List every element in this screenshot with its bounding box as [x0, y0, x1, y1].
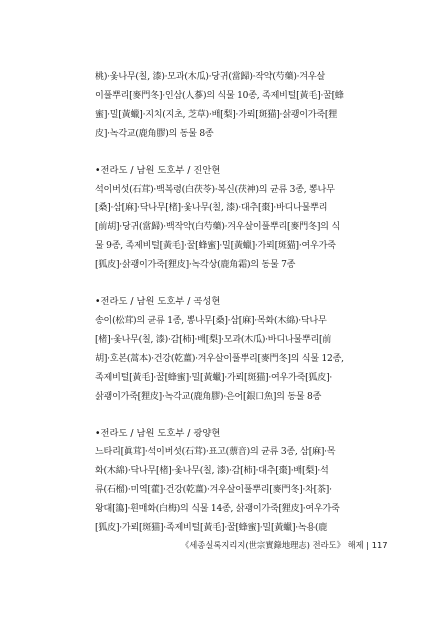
- section-continued: [95, 68, 363, 144]
- running-title: 《세종실록지리지(世宗實錄地理志) 전라도》 해제: [181, 540, 364, 550]
- section-heading: •전라도 / 남원 도호부 / 진안현: [95, 164, 221, 176]
- text-line: [狐皮]·삵괭이가죽[狸皮]·녹각상(鹿角霜)의 동물 7종: [95, 260, 296, 271]
- footer-separator: |: [366, 540, 370, 550]
- text-line: 胡]·호본(蒿本)·건강(乾薑)·겨우살이풀뿌리[麥門冬]의 식물 12종,: [95, 353, 344, 364]
- text-line: [桑]·삼[麻]·닥나무[楮]·옻나무(칠, 漆)·대추[棗]·바디나물뿌리: [95, 203, 328, 214]
- section-jinan: [95, 162, 363, 275]
- section-heading: •전라도 / 남원 도호부 / 곡성현: [95, 296, 221, 308]
- body-text: [95, 68, 363, 538]
- section-heading: •전라도 / 남원 도호부 / 광양현: [95, 427, 221, 439]
- section-gokseong: [95, 293, 363, 406]
- text-line: 삵괭이가죽[狸皮]·녹각교(鹿角膠)·은어[銀口魚]의 동물 8종: [95, 391, 322, 402]
- text-line: [前胡]·당귀(當歸)·백작약(白芍藥)·겨우살이풀뿌리[麥門冬]의 식: [95, 222, 340, 233]
- text-line: [楮]·옻나무(칠, 漆)·감[柿]·배[梨]·모과(木瓜)·바디나물뿌리[前: [95, 334, 332, 345]
- text-line: 桃)·옻나무(칠, 漆)·모과(木瓜)·당귀(當歸)·작약(芍藥)·겨우살: [95, 72, 325, 82]
- text-line: 송이(松茸)의 균류 1종, 뽕나무[桑]·삼[麻]·목화(木綿)·닥나무: [95, 315, 327, 326]
- text-line: 蜜]·밀[黃蠟]·지치(지초, 芝草)·배[梨]·가뢰[斑猫]·삵괭이가죽[狸: [95, 109, 338, 120]
- text-line: 족제비털[黃毛]·꿀[蜂蜜]·밀[黃蠟]·가뢰[斑猫]·여우가죽[狐皮]·: [95, 372, 333, 383]
- section-gwangyang: [95, 425, 363, 538]
- text-line: 물 9종, 족제비털[黃毛]·꿀[蜂蜜]·밀[黃蠟]·가뢰[斑猫]·여우가죽: [95, 241, 336, 252]
- page-footer: [181, 538, 391, 552]
- text-line: [狐皮]·가뢰[斑猫]·족제비털[黃毛]·꿀[蜂蜜]·밀[黃蠟]·녹용(鹿: [95, 523, 328, 534]
- page-number: 117: [371, 540, 388, 550]
- text-line: 皮]·녹각교(鹿角膠)의 동물 8종: [95, 128, 214, 139]
- text-line: 왕대[簜]·흰매화(白梅)의 식물 14종, 삵괭이가죽[狸皮]·여우가죽: [95, 504, 340, 515]
- text-line: 석이버섯(石茸)·백복령(白茯苓)·복신(茯神)의 균류 3종, 뽕나무: [95, 184, 335, 195]
- text-line: 화(木綿)·닥나무[楮]·옻나무(칠, 漆)·감[柿]·대추[棗]·배[梨]·석: [95, 466, 329, 477]
- text-line: 류(石榴)·미역[藿]·건강(乾薑)·겨우살이풀뿌리[麥門冬]·차[茶]·: [95, 485, 332, 496]
- text-line: 느타리[眞茸]·석이버섯(石茸)·표고(蔈音)의 균류 3종, 삼[麻]·목: [95, 447, 336, 458]
- text-line: 이풀뿌리[麥門冬]·인삼(人蔘)의 식물 10종, 족제비털[黃毛]·꿀[蜂: [95, 90, 344, 101]
